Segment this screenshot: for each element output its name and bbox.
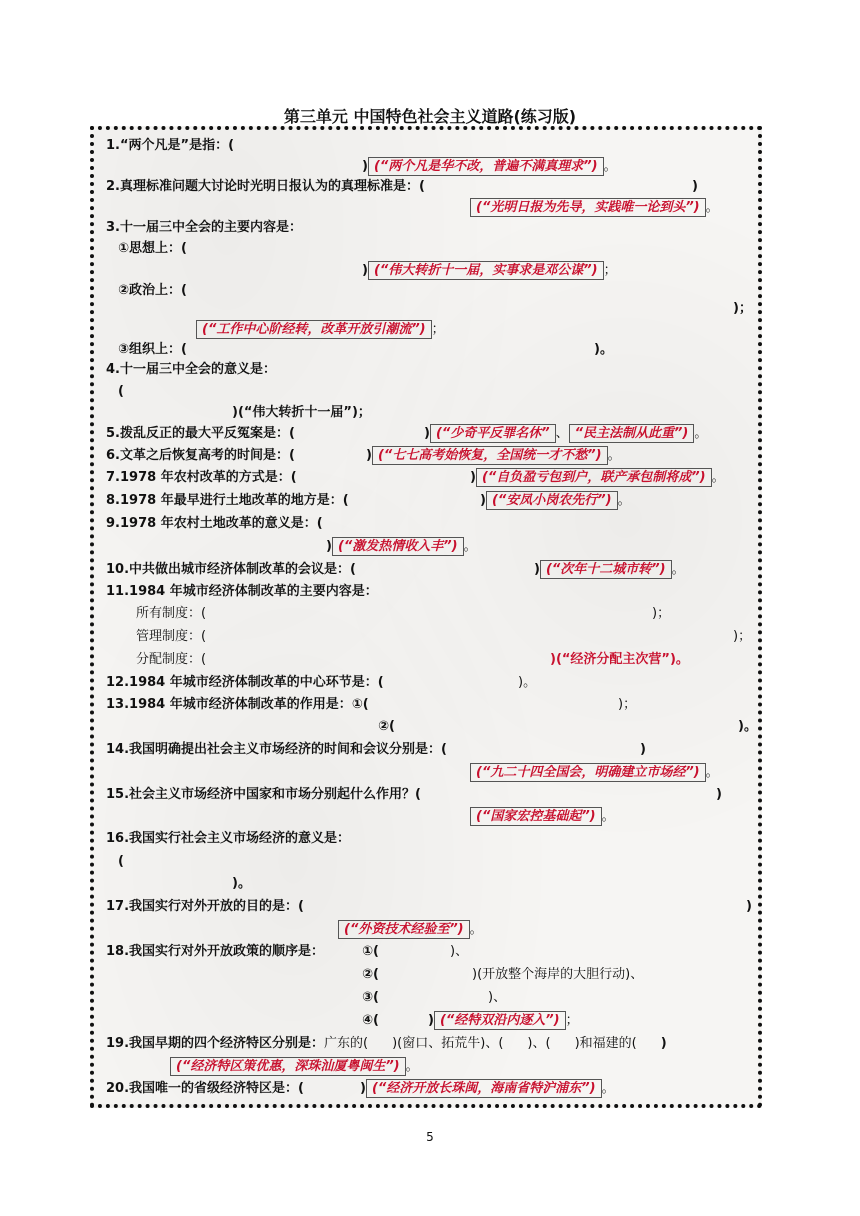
question-18-item-4-answer: [428, 1011, 579, 1030]
paren-close: ): [362, 159, 368, 174]
question-3-item-2: ②政治上：(: [118, 283, 187, 298]
question-8: 8.1978 年最早进行土地改革的地方是：(: [106, 493, 349, 508]
mnemonic-5b: “民主法制从此重”): [569, 424, 695, 443]
question-1-answer: [362, 157, 617, 176]
page-number: 5: [426, 1130, 434, 1144]
question-2-answer: [470, 198, 719, 217]
question-19: [106, 1035, 667, 1053]
question-1: 1.“两个凡是”是指：(: [106, 138, 235, 153]
question-11-item-3-close: )(“经济分配主次营”)。: [550, 652, 689, 667]
question-19-guangdong: 广东的(: [324, 1036, 369, 1051]
period: 。: [601, 1081, 615, 1096]
question-10-answer: [534, 560, 685, 579]
question-16: 16.我国实行社会主义市场经济的意义是：: [106, 831, 351, 846]
question-19-text: 19.我国早期的四个经济特区分别是：: [106, 1036, 325, 1051]
mnemonic-3b: (“工作中心阶经转，改革开放引潮流”): [196, 320, 432, 339]
question-3-item-2-close: )；: [733, 301, 752, 316]
question-13-close-2: )。: [738, 719, 757, 734]
period: 。: [671, 562, 685, 577]
question-17: 17.我国实行对外开放的目的是：(: [106, 899, 304, 914]
question-14: 14.我国明确提出社会主义市场经济的时间和会议分别是：(: [106, 742, 447, 757]
period: 。: [405, 1059, 419, 1074]
question-4-close: )(“伟大转折十一届”)；: [232, 405, 371, 420]
question-19-close: ): [660, 1036, 667, 1051]
question-5: 5.拨乱反正的最大平反冤案是：(: [106, 426, 295, 441]
paren-close: ): [362, 263, 368, 278]
paren-close: ): [534, 562, 540, 577]
question-13-item-2: ②(: [378, 719, 395, 734]
mnemonic-7: (“自负盈亏包到户，联产承包制将成”): [476, 468, 712, 487]
question-3-item-2-answer: [196, 320, 445, 339]
separator: 、: [555, 426, 569, 441]
semicolon: ；: [603, 263, 617, 278]
question-11-item-1: 所有制度：(: [136, 606, 207, 621]
mnemonic-19: (“经济特区策优惠，深珠汕厦粤闽生”): [170, 1057, 406, 1076]
question-14-close: ): [640, 742, 646, 757]
question-4: 4.十一届三中全会的意义是：: [106, 362, 276, 377]
question-2: 2.真理标准问题大讨论时光明日报认为的真理标准是：(: [106, 179, 425, 194]
paren-close: ): [424, 426, 430, 441]
question-14-answer: [470, 763, 719, 782]
question-12: 12.1984 年城市经济体制改革的中心环节是：(: [106, 675, 384, 690]
mnemonic-1: (“两个凡是华不改，普遍不满真理求”): [368, 157, 604, 176]
question-20: 20.我国唯一的省级经济特区是：(: [106, 1081, 304, 1096]
semicolon: ；: [431, 322, 445, 337]
question-18: 18.我国实行对外开放政策的顺序是：: [106, 944, 325, 959]
question-11-item-1-close: )；: [652, 606, 671, 621]
question-6-answer: [366, 446, 621, 465]
mnemonic-3a: (“伟大转折十一届，实事求是邓公谋”): [368, 261, 604, 280]
mnemonic-17: (“外资技术经验至”): [338, 920, 470, 939]
question-19-part-c: )(窗口、拓荒牛)、(: [392, 1036, 504, 1051]
question-18-item-1: ①(: [362, 944, 379, 959]
question-16-open: (: [118, 854, 124, 869]
period: 。: [601, 809, 615, 824]
mnemonic-15: (“国家宏控基础起”): [470, 807, 602, 826]
question-11-item-2-close: )；: [733, 629, 752, 644]
period: 。: [705, 200, 719, 215]
question-7-answer: [470, 468, 725, 487]
question-19-part-e: )和福建的(: [574, 1036, 637, 1051]
question-17-answer: [338, 920, 483, 939]
mnemonic-2: (“光明日报为先导，实践唯一论到头”): [470, 198, 706, 217]
question-3-item-1-answer: [362, 261, 617, 280]
question-11: 11.1984 年城市经济体制改革的主要内容是：: [106, 584, 378, 599]
question-17-close: ): [746, 899, 752, 914]
paren-close: ): [366, 448, 372, 463]
question-2-close: ): [692, 179, 698, 194]
question-3-item-3: ③组织上：(: [118, 342, 187, 357]
question-5-answer: [424, 424, 707, 443]
question-9-answer: [326, 537, 477, 556]
question-19-part-d: )、(: [527, 1036, 551, 1051]
period: 。: [463, 539, 477, 554]
question-18-item-3-close: )、: [488, 990, 507, 1005]
period: 。: [694, 426, 708, 441]
mnemonic-10: (“次年十二城市转”): [540, 560, 672, 579]
period: 。: [711, 470, 725, 485]
question-15-answer: [470, 807, 615, 826]
page-title: 第三单元 中国特色社会主义道路(练习版): [283, 107, 577, 126]
question-9: 9.1978 年农村土地改革的意义是：(: [106, 516, 323, 531]
question-11-item-2: 管理制度：(: [136, 629, 207, 644]
period: 。: [603, 159, 617, 174]
question-13-close-1: )；: [618, 697, 637, 712]
period: 。: [617, 493, 631, 508]
question-10: 10.中共做出城市经济体制改革的会议是：(: [106, 562, 356, 577]
question-6: 6.文革之后恢复高考的时间是：(: [106, 448, 295, 463]
question-11-item-3: 分配制度：(: [136, 652, 207, 667]
question-19-answer: [170, 1057, 419, 1076]
question-15-close: ): [716, 787, 722, 802]
question-15: 15.社会主义市场经济中国家和市场分别起什么作用？(: [106, 787, 421, 802]
paren-close: ): [326, 539, 332, 554]
paren-close: ): [470, 470, 476, 485]
question-18-item-3: ③(: [362, 990, 379, 1005]
question-8-answer: [480, 491, 631, 510]
question-16-close: )。: [232, 876, 251, 891]
mnemonic-5a: (“少奇平反罪名休”: [430, 424, 556, 443]
semicolon: ；: [565, 1013, 579, 1028]
question-18-item-1-close: )、: [450, 944, 469, 959]
question-3-item-1: ①思想上：(: [118, 241, 187, 256]
question-3-item-3-close: )。: [594, 342, 613, 357]
question-7: 7.1978 年农村改革的方式是：(: [106, 470, 297, 485]
period: 。: [607, 448, 621, 463]
period: 。: [469, 922, 483, 937]
question-18-item-2: ②(: [362, 967, 379, 982]
question-18-item-4: ④(: [362, 1013, 379, 1028]
mnemonic-9: (“激发热情收入丰”): [332, 537, 464, 556]
mnemonic-20: (“经济开放长珠闽，海南省特沪浦东”): [366, 1079, 602, 1098]
question-18-item-2-close: )(开放整个海岸的大胆行动)、: [472, 967, 644, 982]
paren-close: ): [360, 1081, 366, 1096]
question-20-answer: [360, 1079, 615, 1098]
question-3: 3.十一届三中全会的主要内容是：: [106, 220, 302, 235]
paren-close: ): [480, 493, 486, 508]
mnemonic-14: (“九二十四全国会，明确建立市场经”): [470, 763, 706, 782]
mnemonic-6: (“七七高考始恢复，全国统一才不愁”): [372, 446, 608, 465]
question-12-close: )。: [518, 675, 537, 690]
period: 。: [705, 765, 719, 780]
question-4-open: (: [118, 384, 124, 399]
mnemonic-18: (“经特双沿内逐入”): [434, 1011, 566, 1030]
question-13: 13.1984 年城市经济体制改革的作用是：①(: [106, 697, 369, 712]
paren-close: ): [428, 1013, 434, 1028]
mnemonic-8: (“安凤小岗农先行”): [486, 491, 618, 510]
